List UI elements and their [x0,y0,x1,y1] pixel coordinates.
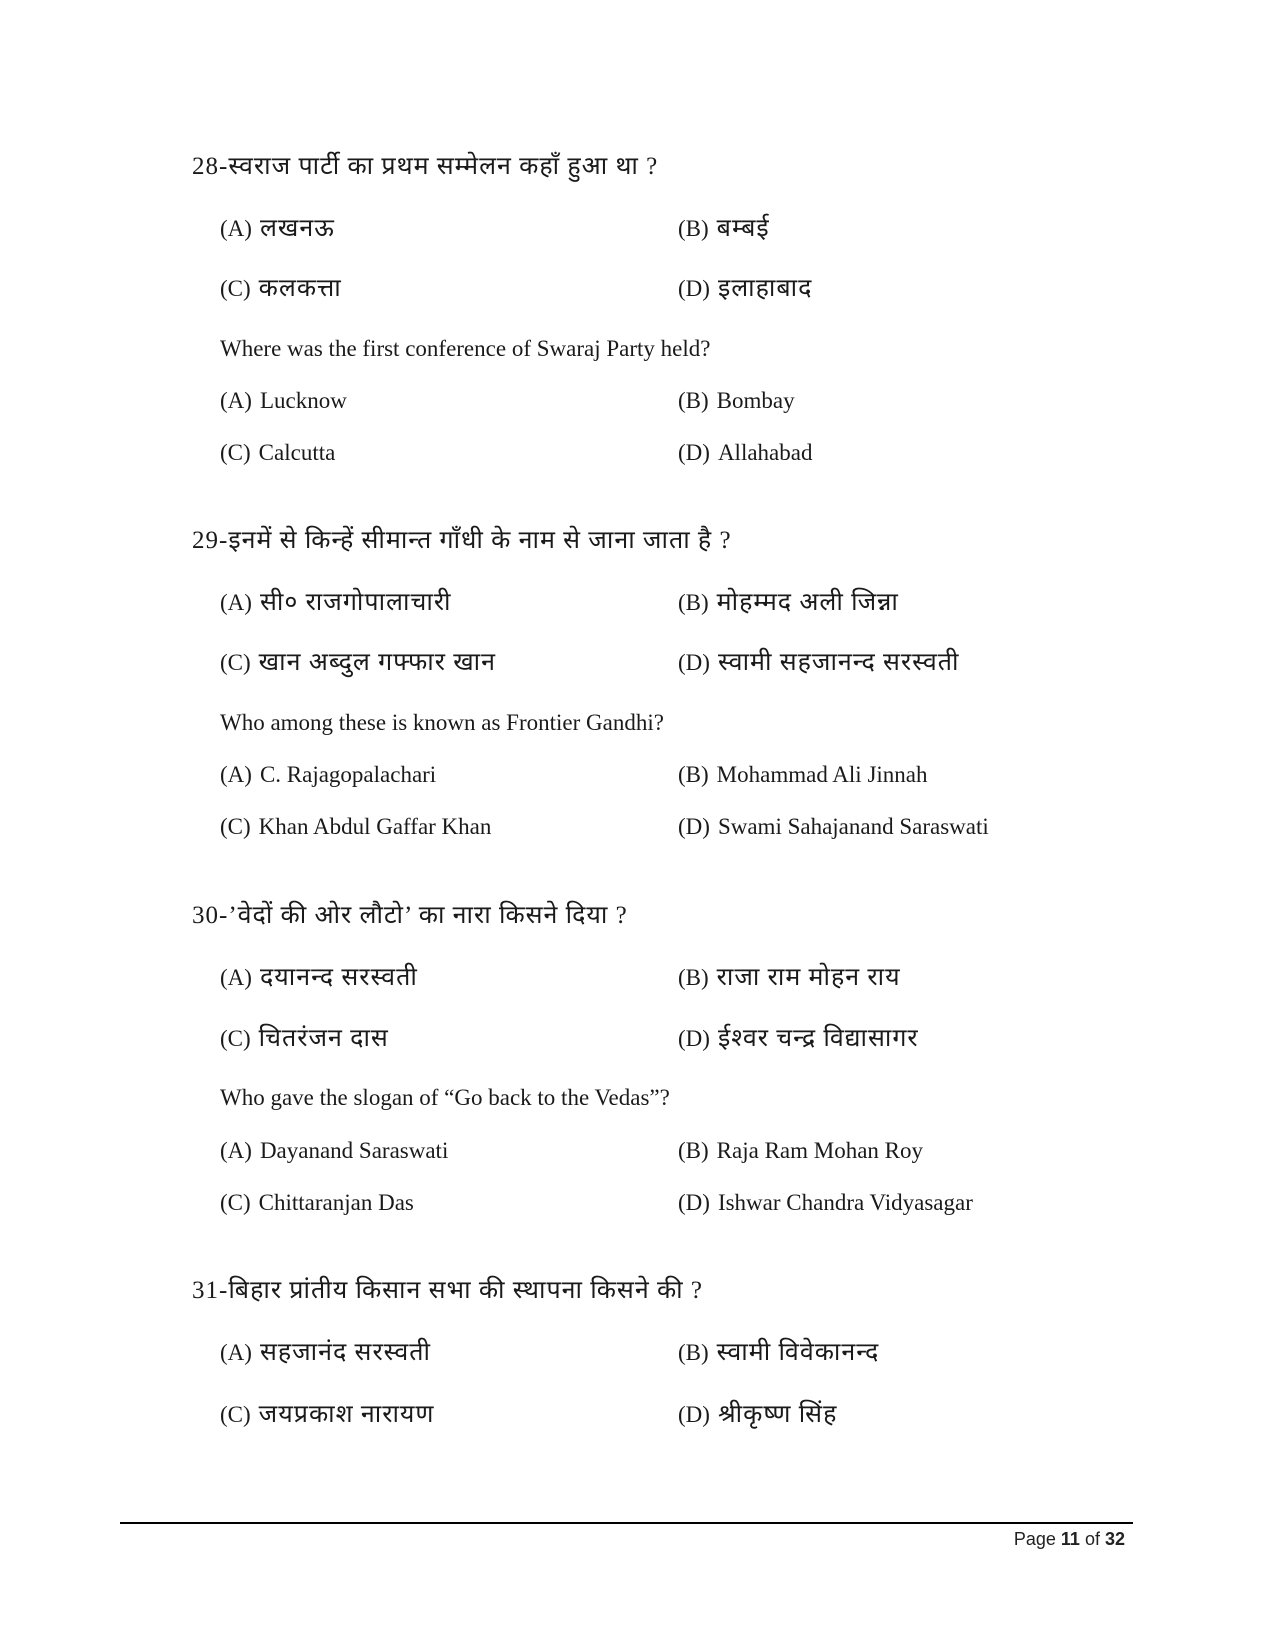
q29-english-option-b [678,762,928,788]
option-letter: (D) [678,650,710,675]
question-28-hindi: 28-स्वराज पार्टी का प्रथम सम्मेलन कहाँ हुआ था ? [192,153,659,180]
q29-hindi-option-d [678,644,960,678]
footer-divider [120,1522,1133,1524]
q31-hindi-option-d [678,1396,837,1430]
q28-hindi-option-d [678,270,812,304]
option-text: जयप्रकाश नारायण [258,1401,435,1428]
option-letter: (C) [220,440,251,465]
option-text: बम्बई [716,215,770,242]
q28-english-option-d [678,440,812,466]
option-text: Swami Sahajanand Saraswati [717,814,989,839]
option-letter: (B) [678,388,709,413]
q30-hindi-option-d [678,1020,919,1054]
page-number [1014,1529,1125,1550]
q28-hindi-option-b [678,210,770,244]
option-letter: (B) [678,216,709,241]
option-text: Chittaranjan Das [258,1190,414,1215]
q29-english-option-d [678,814,989,840]
q31-hindi-option-b [678,1334,879,1368]
q30-english-option-b [678,1138,923,1164]
q31-hindi-option-a [220,1334,431,1368]
option-letter: (A) [220,590,252,615]
q30-hindi-option-c [220,1020,389,1054]
q30-english-option-d [678,1190,973,1216]
q28-english-option-c [220,440,335,466]
option-letter: (C) [220,1190,251,1215]
q28-english-option-b [678,388,795,414]
option-text: Calcutta [258,440,336,465]
option-text: श्रीकृष्ण सिंह [717,1401,838,1428]
option-letter: (B) [678,762,709,787]
option-letter: (C) [220,276,251,301]
option-letter: (D) [678,276,710,301]
option-text: C. Rajagopalachari [259,762,437,787]
q31-hindi-option-c [220,1396,435,1430]
q30-english-option-a [220,1138,448,1164]
question-30-hindi: 30-’वेदों की ओर लौटो’ का नारा किसने दिया ? [192,902,628,929]
option-text: Bombay [716,388,795,413]
option-letter: (A) [220,388,252,413]
q29-hindi-option-c [220,644,496,678]
question-29-hindi: 29-इनमें से किन्हें सीमान्त गाँधी के नाम से जाना जाता है ? [192,527,732,554]
q29-english-option-c [220,814,491,840]
option-text: ईश्वर चन्द्र विद्यासागर [717,1025,919,1052]
option-letter: (A) [220,1138,252,1163]
q30-english-option-c [220,1190,414,1216]
option-letter: (D) [678,1402,710,1427]
option-text: Raja Ram Mohan Roy [716,1138,924,1163]
q30-hindi-option-a [220,959,418,993]
option-text: लखनऊ [259,215,335,242]
option-text: राजा राम मोहन राय [716,964,901,991]
option-letter: (A) [220,965,252,990]
page-current: 11 [1060,1529,1080,1549]
option-text: कलकत्ता [258,275,342,302]
option-letter: (C) [220,1026,251,1051]
option-text: चितरंजन दास [258,1025,389,1052]
q29-hindi-option-b [678,584,899,618]
option-letter: (C) [220,1402,251,1427]
option-text: Khan Abdul Gaffar Khan [258,814,492,839]
option-text: सी० राजगोपालाचारी [259,589,452,616]
option-text: इलाहाबाद [717,275,813,302]
page-total: 32 [1104,1529,1125,1549]
option-letter: (D) [678,1026,710,1051]
of-word: of [1084,1529,1100,1549]
option-letter: (A) [220,762,252,787]
option-text: खान अब्दुल गफ्फार खान [258,649,497,676]
q28-english-option-a [220,388,347,414]
option-text: Dayanand Saraswati [259,1138,449,1163]
page-word: Page [1013,1529,1056,1549]
option-letter: (C) [220,650,251,675]
option-text: मोहम्मद अली जिन्ना [716,589,899,616]
q29-english-option-a [220,762,436,788]
option-letter: (A) [220,1340,252,1365]
option-letter: (B) [678,1340,709,1365]
question-28-english: Where was the first conference of Swaraj Party held? [220,336,711,361]
question-29-english: Who among these is known as Frontier Gandhi? [220,710,664,735]
question-30-english: Who gave the slogan of “Go back to the Vedas”? [220,1085,670,1110]
option-letter: (B) [678,1138,709,1163]
option-text: स्वामी सहजानन्द सरस्वती [717,649,960,676]
option-text: Mohammad Ali Jinnah [716,762,928,787]
option-letter: (B) [678,590,709,615]
q28-hindi-option-c [220,270,342,304]
question-31-hindi: 31-बिहार प्रांतीय किसान सभा की स्थापना किसने की ? [192,1277,703,1304]
option-letter: (D) [678,440,710,465]
option-text: सहजानंद सरस्वती [259,1339,432,1366]
option-letter: (C) [220,814,251,839]
q29-hindi-option-a [220,584,452,618]
option-text: Ishwar Chandra Vidyasagar [717,1190,973,1215]
option-letter: (A) [220,216,252,241]
q30-hindi-option-b [678,959,901,993]
q28-hindi-option-a [220,210,335,244]
option-letter: (B) [678,965,709,990]
option-text: Allahabad [717,440,813,465]
option-letter: (D) [678,814,710,839]
option-letter: (D) [678,1190,710,1215]
option-text: Lucknow [259,388,347,413]
option-text: दयानन्द सरस्वती [259,964,418,991]
option-text: स्वामी विवेकानन्द [716,1339,880,1366]
